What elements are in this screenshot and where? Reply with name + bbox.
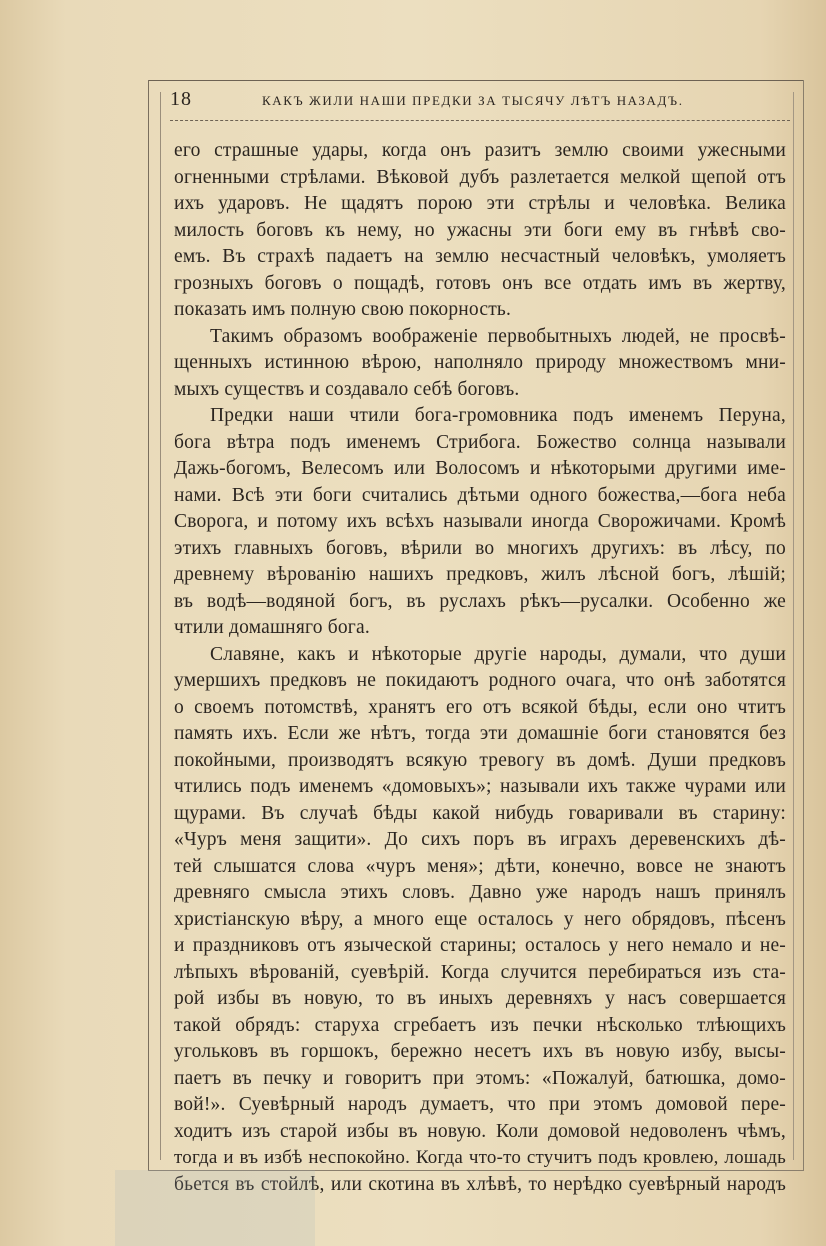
text-line: бога вѣтра подъ именемъ Стрибога. Божество солнца называли — [174, 431, 786, 453]
text-line: древняго смысла этихъ словъ. Давно уже народъ нашъ принялъ — [174, 882, 786, 903]
text-line: о своемъ потомствѣ, хранятъ его отъ всякой бѣды, если оно чтитъ — [174, 696, 786, 718]
header-rule — [170, 120, 790, 121]
text-line: грозныхъ боговъ о пощадѣ, готовъ онъ все отдать имъ въ жертву, — [174, 272, 786, 294]
body-text — [174, 138, 786, 1198]
text-line: бьется въ стойлѣ, или скотина въ хлѣвѣ, то нерѣдко суевѣрный народъ — [174, 1173, 786, 1195]
text-line: христіанскую вѣру, а много еще осталось у него обрядовъ, пѣсенъ — [174, 908, 786, 930]
text-line: тогда и въ избѣ неспокойно. Когда что-то стучитъ подъ кровлею, лошадь — [174, 1147, 786, 1168]
inner-rule-right — [793, 92, 794, 1160]
text-line: милость боговъ къ нему, но ужасны эти боги ему въ гнѣвѣ сво- — [174, 219, 786, 241]
text-line: этихъ главныхъ боговъ, вѣрили во многихъ другихъ: въ лѣсу, по — [174, 537, 786, 559]
frame-rule-left — [148, 80, 149, 1170]
text-line: «Чуръ меня защити». До сихъ поръ въ играхъ деревенскихъ дѣ- — [174, 829, 786, 850]
text-line: щурами. Въ случаѣ бѣды какой нибудь говаривали въ старину: — [174, 802, 786, 824]
frame-rule-right — [803, 80, 804, 1170]
text-line: щенныхъ истинною вѣрою, наполняло природу множествомъ мни- — [174, 352, 786, 373]
text-line: ходитъ изъ старой избы въ новую. Коли домовой недоволенъ чѣмъ, — [174, 1120, 786, 1142]
page-number: 18 — [170, 88, 192, 110]
text-line: угольковъ въ горшокъ, бережно несетъ ихъ въ новую избу, высы- — [174, 1041, 786, 1062]
text-line: лѣпыхъ вѣрованій, суевѣрій. Когда случится перебираться изъ ста- — [174, 961, 786, 983]
text-line: Предки наши чтили бога-громовника подъ именемъ Перуна, — [210, 405, 786, 426]
text-line: древнему вѣрованію нашихъ предковъ, жилъ лѣсной богъ, лѣшій; — [174, 564, 786, 585]
text-line: мыхъ существъ и создавало себѣ боговъ. — [174, 378, 520, 400]
text-line: его страшные удары, когда онъ разитъ землю своими ужесными — [174, 140, 786, 161]
frame-rule-top — [148, 80, 804, 81]
text-line: такой обрядъ: старуха сгребаетъ изъ печки нѣсколько тлѣющихъ — [174, 1014, 786, 1036]
text-line: огненными стрѣлами. Вѣковой дубъ разлетается мелкой щепой отъ — [174, 166, 786, 188]
text-line: чтили домашняго бога. — [174, 617, 370, 638]
text-line: Славяне, какъ и нѣкоторые другіе народы, думали, что души — [210, 643, 786, 665]
text-line: и праздниковъ отъ языческой старины; осталось у него немало и не- — [174, 935, 786, 956]
text-line: паетъ въ печку и говоритъ при этомъ: «Пожалуй, батюшка, домо- — [174, 1067, 786, 1089]
text-line: ихъ ударовъ. Не щадятъ порою эти стрѣлы и человѣка. Велика — [174, 193, 786, 214]
text-line: нами. Всѣ эти боги считались дѣтьми одного божества,—бога неба — [174, 484, 786, 506]
text-line: Такимъ образомъ воображеніе первобытныхъ людей, не просвѣ- — [210, 325, 786, 347]
text-line: Сворога, и потому ихъ всѣхъ называли иногда Сворожичами. Кромѣ — [174, 511, 786, 532]
page-header — [170, 88, 790, 116]
text-line: Дажь-богомъ, Велесомъ или Волосомъ и нѣкоторыми другими име- — [174, 458, 786, 479]
inner-rule-left — [160, 92, 161, 1160]
text-line: вой!». Суевѣрный народъ думаетъ, что при этомъ домовой пере- — [174, 1094, 786, 1115]
text-line: тей слышатся слова «чуръ меня»; дѣти, конечно, вовсе не знаютъ — [174, 855, 786, 877]
text-line: умершихъ предковъ не покидаютъ родного очага, что онѣ заботятся — [174, 670, 786, 691]
text-line: рой избы въ новую, то въ иныхъ деревняхъ у насъ совершается — [174, 988, 786, 1009]
library-stamp-smudge — [115, 1170, 315, 1246]
text-line: память ихъ. Если же нѣтъ, тогда эти домашніе боги становятся без — [174, 723, 786, 744]
text-line: показать имъ полную свою покорность. — [174, 299, 512, 320]
text-line: емъ. Въ страхѣ падаетъ на землю несчастный человѣкъ, умоляетъ — [174, 246, 786, 267]
text-line: въ водѣ—водяной богъ, въ руслахъ рѣкъ—русалки. Особенно же — [174, 590, 786, 612]
text-line: чтились подъ именемъ «домовыхъ»; называли ихъ также чурами или — [174, 776, 786, 797]
text-line: покойными, производятъ всякую тревогу въ домѣ. Души предковъ — [174, 749, 786, 771]
running-head: КАКЪ ЖИЛИ НАШИ ПРЕДКИ ЗА ТЫСЯЧУ ЛѢТЪ НАЗАДЪ. — [262, 93, 684, 108]
